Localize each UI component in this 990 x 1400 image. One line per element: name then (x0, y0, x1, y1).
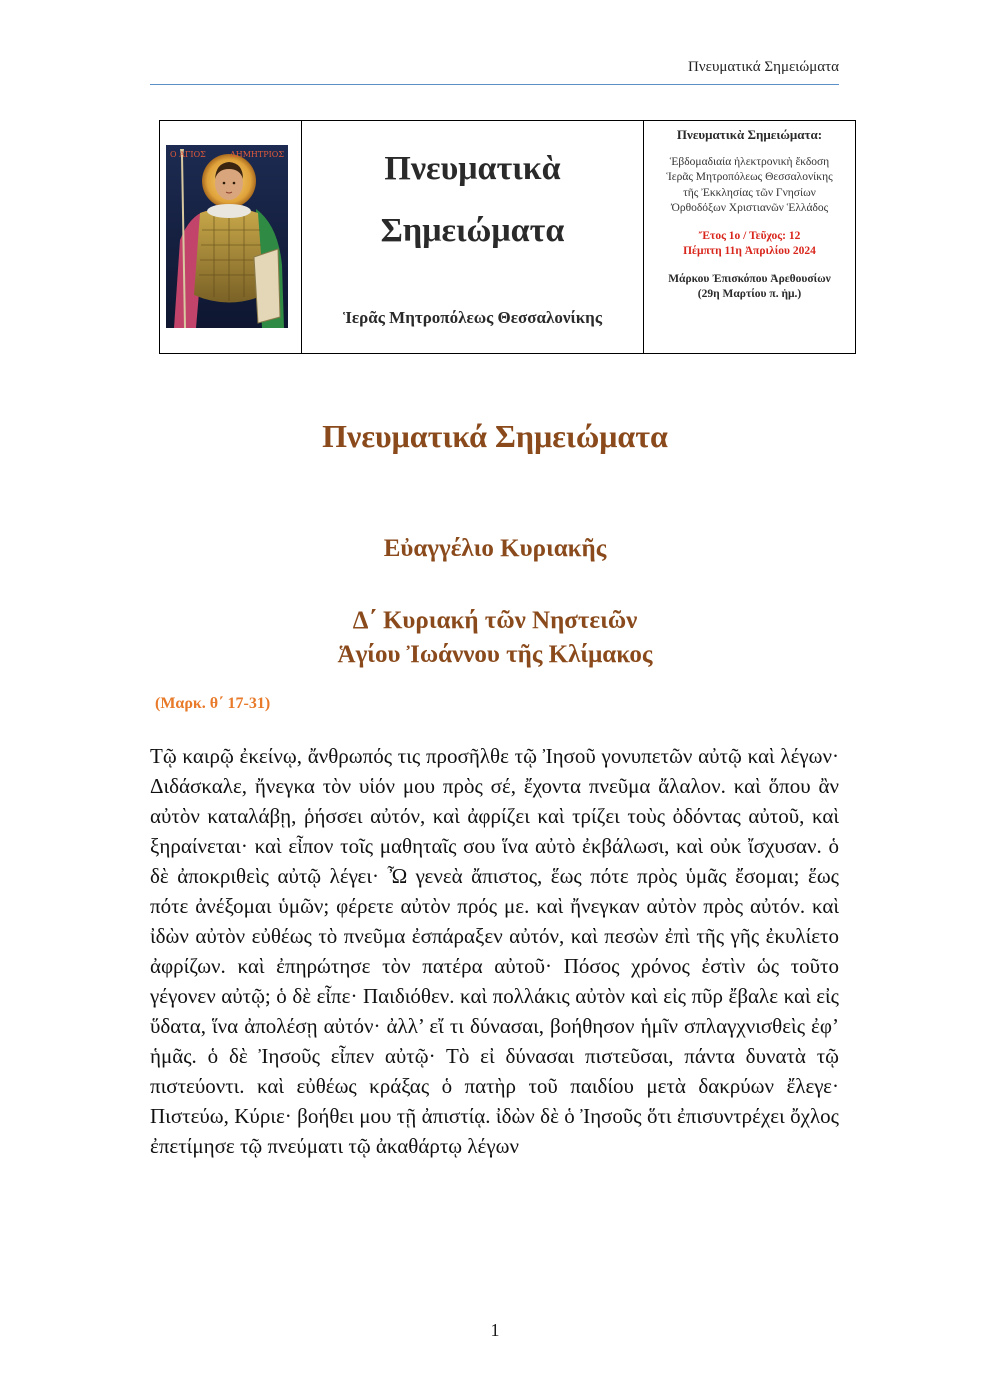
masthead-table (159, 120, 856, 354)
sunday-line-1: Δ΄ Κυριακή τῶν Νηστειῶν (352, 607, 638, 634)
page-number: 1 (490, 1320, 500, 1340)
info-desc-line: Ἱερᾶς Μητροπόλεως Θεσσαλονίκης (666, 171, 833, 183)
masthead-title-line-1: Πνευματικὰ (384, 150, 561, 187)
running-header: Πνευματικά Σημειώματα (688, 59, 839, 75)
issue-date: Πέμπτη 11η Ἀπριλίου 2024 (683, 245, 816, 257)
info-description (644, 155, 855, 217)
author-date: (29η Μαρτίου π. ἡμ.) (697, 288, 802, 300)
header-rule (150, 84, 839, 85)
masthead-subtitle: Ἱερᾶς Μητροπόλεως Θεσσαλονίκης (342, 308, 603, 327)
scripture-reference: (Μαρκ. θ΄ 17-31) (155, 695, 271, 712)
masthead-title-line-2: Σημειώματα (380, 212, 565, 249)
saint-icon-image (166, 145, 288, 328)
issue-line: Ἔτος 1ο / Τεῦχος: 12 (698, 229, 801, 242)
info-desc-line: Ὀρθοδόξων Χριστιανῶν Ἑλλάδος (670, 202, 829, 214)
icon-inscription-left: Ο ΑΓΙΟΣ (170, 150, 206, 159)
main-title: Πνευματικά Σημειώματα (322, 418, 668, 454)
masthead-info-cell (644, 121, 856, 354)
info-heading: Πνευματικὰ Σημειώματα: (676, 127, 823, 142)
issue-info (644, 229, 855, 260)
info-desc-line: τῆς Ἐκκλησίας τῶν Γνησίων (683, 186, 816, 199)
masthead-icon-cell (160, 121, 302, 354)
sunday-heading (0, 604, 990, 672)
info-desc-line: Ἑβδομαδιαία ἠλεκτρονικὴ ἔκδοση (669, 155, 830, 168)
section-title: Εὐαγγέλιο Κυριακῆς (383, 535, 607, 562)
author-info (644, 272, 855, 303)
sunday-line-2: Ἁγίου Ἰωάννου τῆς Κλίμακος (337, 641, 653, 668)
masthead-title (302, 138, 643, 262)
icon-inscription-right: ΔΗΜΗΤΡΙΟΣ (229, 150, 284, 159)
masthead-title-cell (302, 121, 644, 354)
author-line: Μάρκου Ἐπισκόπου Ἀρεθουσίων (668, 272, 831, 285)
gospel-text: Τῷ καιρῷ ἐκείνῳ, ἄνθρωπός τις προσῆλθε τῷ Ἰησοῦ γονυπετῶν αὐτῷ καὶ λέγων· Διδάσκαλε, ἤνεγκα τὸν υἱόν μου πρὸς σέ, ἔχοντα πνεῦμα ἄλαλον. καὶ ὅπου ἂν αὐτὸν καταλάβῃ, ῥήσσει αὐτόν, καὶ ἀφρίζει καὶ τρίζει τοὺς ὀδόντας αὐτοῦ, καὶ ξηραίνεται· καὶ εἶπον τοῖς μαθηταῖς σου ἵνα αὐτὸ ἐκβάλωσι, καὶ οὐκ ἴσχυσαν. ὁ δὲ ἀποκριθεὶς αὐτῷ λέγει· Ὦ γενεὰ ἄπιστος, ἕως πότε πρὸς ὑμᾶς ἔσομαι; ἕως πότε ἀνέξομαι ὑμῶν; φέρετε αὐτὸν πρός με. καὶ ἤνεγκαν αὐτὸν πρὸς αὐτόν. καὶ ἰδὼν αὐτὸν εὐθέως τὸ πνεῦμα ἐσπάραξεν αὐτόν, καὶ πεσὼν ἐπὶ τῆς γῆς ἐκυλίετο ἀφρίζων. καὶ ἐπηρώτησε τὸν πατέρα αὐτοῦ· Πόσος χρόνος ἐστὶν ὡς τοῦτο γέγονεν αὐτῷ; ὁ δὲ εἶπε· Παιδιόθεν. καὶ πολλάκις αὐτὸν καὶ εἰς πῦρ ἔβαλε καὶ εἰς ὕδατα, ἵνα ἀπολέσῃ αὐτόν· ἀλλ’ εἴ τι δύνασαι, βοήθησον ἡμῖν σπλαγχνισθεὶς ἐφ’ ἡμᾶς. ὁ δὲ Ἰησοῦς εἶπεν αὐτῷ· Τὸ εἰ δύνασαι πιστεῦσαι, πάντα δυνατὰ τῷ πιστεύοντι. καὶ εὐθέως κράξας ὁ πατὴρ τοῦ παιδίου μετὰ δακρύων ἔλεγε· Πιστεύω, Κύριε· βοήθει μου τῇ ἀπιστίᾳ. ἰδὼν δὲ ὁ Ἰησοῦς ὅτι ἐπισυντρέχει ὄχλος ἐπετίμησε τῷ πνεύματι τῷ ἀκαθάρτῳ λέγων (150, 744, 839, 1158)
